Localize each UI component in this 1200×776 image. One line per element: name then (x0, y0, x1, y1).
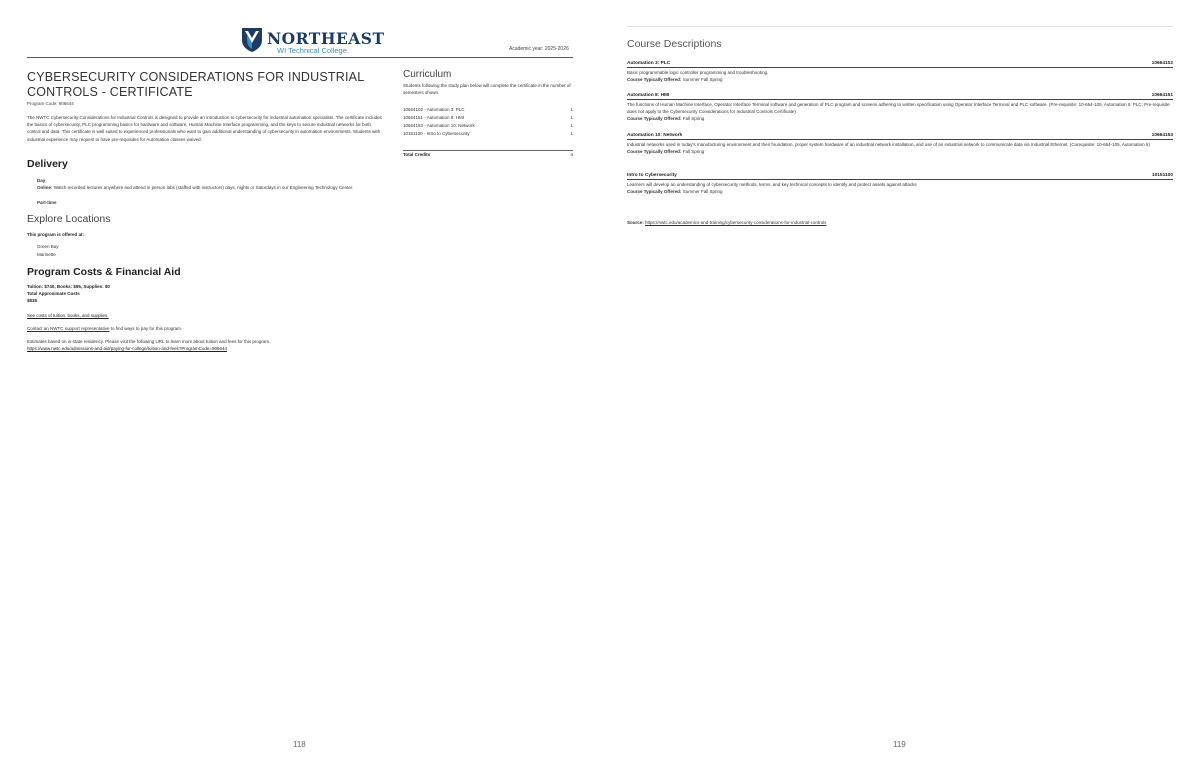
course-offered: Course Typically Offered: Fall Spring (627, 116, 705, 121)
explore-heading: Explore Locations (27, 213, 111, 225)
total-cost-label: Total Approximate Costs (27, 291, 80, 296)
curriculum-row: 10664153 - Automation 10: Network 1 (403, 123, 573, 128)
delivery-online: Online: Watch recorded lectures anywhere and attend in person labs (staffed with instructors) days, nights or Saturdays in our Engineering Technology Center. (37, 185, 354, 190)
course-entry (627, 133, 1173, 155)
page-right (600, 0, 1200, 776)
academic-year: Academic year: 2025-2026 (509, 46, 569, 52)
see-costs-link[interactable]: See costs of tuition, books, and supplies. (27, 313, 109, 318)
curriculum-intro: Students following the study plan below will complete the certificate in the number of semesters shown. (403, 83, 571, 95)
source-line: Source: https://nwtc.edu/academics-and-training/cybersecurity-considerations-for-industrial-controls (627, 220, 827, 225)
source-link[interactable]: https://nwtc.edu/academics-and-training/cybersecurity-considerations-for-industrial-controls (645, 220, 827, 225)
course-offered: Course Typically Offered: Fall Spring (627, 149, 705, 154)
course-header: Automation 8: HMI 10664151 (627, 93, 1173, 98)
page-number-left: 118 (293, 740, 306, 749)
curriculum-row: 10664151 - Automation 8: HMI 1 (403, 115, 573, 120)
total-cost-value: $835 (27, 298, 38, 303)
course-entry (627, 93, 1173, 122)
course-offered: Course Typically Offered: Summer Fall Spring (627, 189, 723, 194)
offered-at-label: This program is offered at: (27, 232, 85, 237)
course-header: Automation 3: PLC 10664102 (627, 61, 1173, 66)
course-entry (627, 61, 1173, 83)
contact-line: Contact an NWTC support representative to find ways to pay for this program. (27, 326, 183, 331)
course-description: Industrial networks used in today's manufacturing environment and their foundation, proper system hardware of an industrial network installation, and use of an industrial network to communicate data via Industrial Ethernet. (Corequisite: 10-664-105, Automation 6) (627, 142, 1150, 147)
location-item: Marinette (37, 252, 56, 257)
curriculum-heading: Curriculum (403, 69, 452, 80)
estimate-note: Estimates based on in-state residency. Please visit the following URL to learn more about tuition and fees for this program. (27, 339, 271, 344)
location-item: Green Bay (37, 244, 59, 249)
college-logo (241, 26, 385, 56)
page-top-divider (627, 26, 1173, 27)
delivery-day: Day (37, 178, 46, 183)
course-descriptions-heading: Course Descriptions (627, 38, 722, 50)
tuition-url-link[interactable]: https://www.nwtc.edu/admissions-and-aid/paying-for-college/tuition-and-fees?ProgramCode=906644 (27, 346, 227, 351)
course-entry (627, 173, 1173, 195)
curriculum-divider (403, 150, 573, 151)
course-offered: Course Typically Offered: Summer Fall Spring (627, 77, 723, 82)
contact-support-link[interactable]: Contact an NWTC support representative (27, 326, 110, 331)
course-header: Intro to Cybersecurity 10151100 (627, 173, 1173, 178)
curriculum-row: 10151100 - Intro to Cybersecurity 1 (403, 131, 573, 136)
course-description: The functions of Human Machine Interface, Operator Interface Terminal software and generation of PLC program and screens adhering to written specification using Operator Interface Terminal and PLC software. (Pre-requisite: 10-664-105, Automation 6: PLC; Pre-requisite does not apply to the Cybersecurity Considerations for Industrial Controls Certificate) (627, 102, 1170, 114)
costs-heading: Program Costs & Financial Aid (27, 266, 181, 278)
program-title: CYBERSECURITY CONSIDERATIONS FOR INDUSTRIAL CONTROLS - CERTIFICATE (27, 70, 364, 99)
logo-wordmark: NORTHEAST (267, 29, 385, 48)
page-number-right: 119 (893, 740, 906, 749)
delivery-heading: Delivery (27, 158, 68, 170)
delivery-part-time: Part-time (37, 200, 57, 205)
total-credits-row: Total Credits 4 (403, 152, 573, 157)
logo-subtitle: WI Technical College. (277, 46, 349, 55)
program-intro: The NWTC Cybersecurity Considerations for Industrial Controls is designed to provide an introduction to cybersecurity for industrial automation specialists. The certificate includes the basics of cybersecurity, PLC programming basics for hardware and software, Human Machine Interface programming, and the keys to secure industrial networks for both control and data. This certificate is well suited to experienced professionals who want to gain additional understanding of cybersecurity in automation environments. Students with industrial experience may request to have pre-requisites for Automation classes waived. (27, 115, 382, 142)
course-header: Automation 10: Network 10664153 (627, 133, 1173, 138)
tuition-line: Tuition: $740, Books: $95, Supplies: $0 (27, 284, 110, 289)
shield-icon (241, 26, 263, 53)
curriculum-row: 10664102 - Automation 3: PLC 1 (403, 107, 573, 112)
course-description: Learners will develop an understanding of cybersecurity methods, terms, and key technical concepts to identify and protect assets against attacks (627, 182, 917, 187)
header-divider (27, 57, 573, 58)
program-code: Program Code: 906644 (27, 101, 74, 106)
course-description: Basic programmable logic controller programming and troubleshooting. (627, 70, 769, 75)
